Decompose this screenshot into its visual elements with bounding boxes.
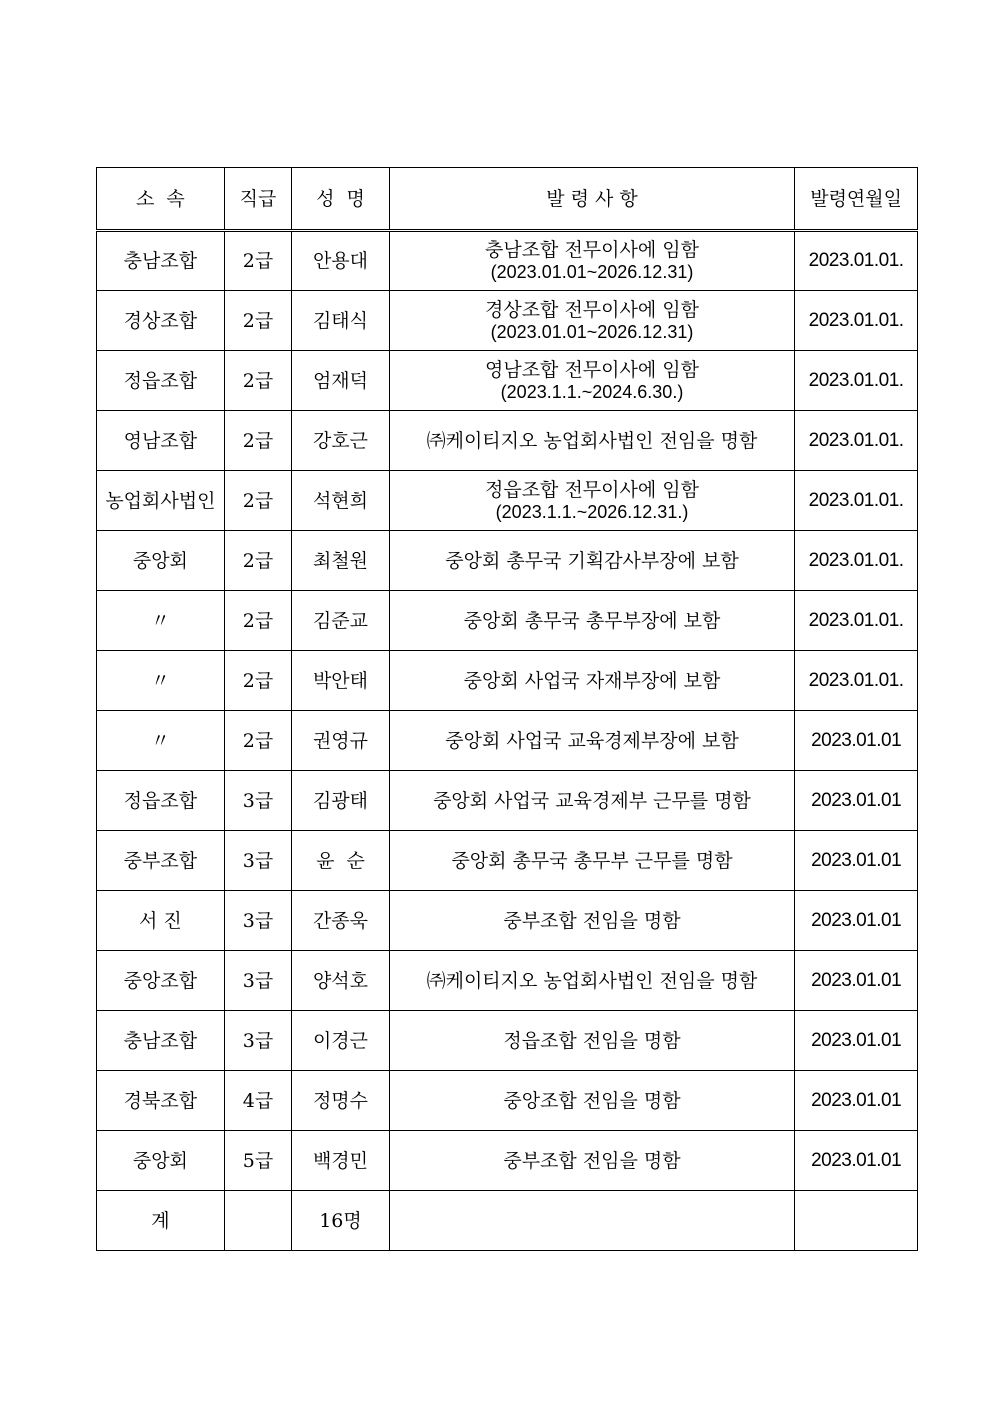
total-label: 계 [97, 1191, 225, 1251]
cell-affiliation: 중앙조합 [97, 951, 225, 1011]
cell-name: 김준교 [292, 591, 390, 651]
cell-affiliation: 중앙회 [97, 1131, 225, 1191]
total-order [389, 1191, 794, 1251]
cell-grade: 3급 [224, 951, 291, 1011]
table-row [97, 1011, 918, 1071]
cell-date: 2023.01.01. [795, 651, 918, 711]
cell-grade: 2급 [224, 591, 291, 651]
order-text: 중앙회 총무국 기획감사부장에 보함 [445, 549, 739, 572]
header-name: 성 명 [292, 168, 390, 231]
cell-name: 석현희 [292, 471, 390, 531]
cell-affiliation: 중부조합 [97, 831, 225, 891]
cell-date: 2023.01.01 [795, 891, 918, 951]
cell-order [389, 651, 794, 711]
cell-name: 안용대 [292, 231, 390, 291]
table-header [97, 168, 918, 231]
cell-grade: 2급 [224, 231, 291, 291]
table-row [97, 471, 918, 531]
table-body [97, 231, 918, 1191]
table-row [97, 1071, 918, 1131]
table-row [97, 771, 918, 831]
order-text: 중앙회 총무국 총무부장에 보함 [463, 609, 721, 632]
cell-name: 엄재덕 [292, 351, 390, 411]
cell-affiliation: 농업회사법인 [97, 471, 225, 531]
cell-grade: 3급 [224, 1011, 291, 1071]
table-row [97, 531, 918, 591]
table-row [97, 591, 918, 651]
cell-name: 이경근 [292, 1011, 390, 1071]
cell-name: 양석호 [292, 951, 390, 1011]
table-row [97, 231, 918, 291]
cell-date: 2023.01.01 [795, 951, 918, 1011]
cell-grade: 2급 [224, 291, 291, 351]
table-row [97, 351, 918, 411]
total-row [97, 1191, 918, 1251]
cell-grade: 2급 [224, 471, 291, 531]
cell-affiliation: 충남조합 [97, 1011, 225, 1071]
cell-name: 윤 순 [292, 831, 390, 891]
cell-order [389, 531, 794, 591]
cell-order [389, 771, 794, 831]
total-grade [224, 1191, 291, 1251]
cell-name: 백경민 [292, 1131, 390, 1191]
order-term: (2023.01.01~2026.12.31) [490, 321, 694, 342]
cell-affiliation: 경상조합 [97, 291, 225, 351]
header-order: 발 령 사 항 [389, 168, 794, 231]
total-date [795, 1191, 918, 1251]
cell-order [389, 411, 794, 471]
cell-grade: 2급 [224, 411, 291, 471]
order-text: ㈜케이티지오 농업회사법인 전임을 명함 [426, 429, 758, 452]
order-text: 충남조합 전무이사에 임함 [485, 239, 699, 261]
order-text: 중앙회 총무국 총무부 근무를 명함 [451, 849, 733, 872]
cell-date: 2023.01.01 [795, 1131, 918, 1191]
cell-name: 최철원 [292, 531, 390, 591]
order-text: 경상조합 전무이사에 임함 [485, 298, 699, 321]
order-term: (2023.1.1.~2024.6.30.) [500, 381, 684, 402]
cell-grade: 2급 [224, 531, 291, 591]
cell-name: 권영규 [292, 711, 390, 771]
order-text: 중앙회 사업국 자재부장에 보함 [463, 669, 721, 692]
cell-affiliation: 영남조합 [97, 411, 225, 471]
cell-grade: 3급 [224, 891, 291, 951]
cell-grade: 3급 [224, 831, 291, 891]
cell-date: 2023.01.01. [795, 231, 918, 291]
header-grade: 직급 [224, 168, 291, 231]
cell-name: 김태식 [292, 291, 390, 351]
cell-order [389, 591, 794, 651]
cell-affiliation: 충남조합 [97, 231, 225, 291]
cell-date: 2023.01.01. [795, 411, 918, 471]
cell-grade: 5급 [224, 1131, 291, 1191]
cell-name: 간종욱 [292, 891, 390, 951]
cell-order [389, 951, 794, 1011]
header-affiliation: 소 속 [97, 168, 225, 231]
cell-grade: 4급 [224, 1071, 291, 1131]
order-term: (2023.01.01~2026.12.31) [490, 262, 694, 282]
cell-affiliation: 정읍조합 [97, 771, 225, 831]
table-row [97, 711, 918, 771]
cell-order [389, 471, 794, 531]
order-text: 중부조합 전임을 명함 [503, 1149, 681, 1172]
order-text: 중앙회 사업국 교육경제부 근무를 명함 [433, 789, 751, 812]
cell-date: 2023.01.01. [795, 471, 918, 531]
cell-grade: 2급 [224, 351, 291, 411]
cell-affiliation: 〃 [97, 651, 225, 711]
cell-date: 2023.01.01. [795, 291, 918, 351]
cell-order [389, 711, 794, 771]
cell-name: 김광태 [292, 771, 390, 831]
cell-affiliation: 서 진 [97, 891, 225, 951]
order-text: 중앙조합 전임을 명함 [503, 1089, 681, 1112]
cell-date: 2023.01.01 [795, 831, 918, 891]
cell-order [389, 831, 794, 891]
cell-order [389, 1131, 794, 1191]
order-text: 중부조합 전임을 명함 [503, 909, 681, 932]
cell-name: 정명수 [292, 1071, 390, 1131]
personnel-order-table [96, 167, 918, 1251]
cell-grade: 3급 [224, 771, 291, 831]
cell-affiliation: 중앙회 [97, 531, 225, 591]
cell-date: 2023.01.01. [795, 351, 918, 411]
order-text: ㈜케이티지오 농업회사법인 전임을 명함 [426, 969, 758, 992]
cell-date: 2023.01.01 [795, 1011, 918, 1071]
cell-date: 2023.01.01 [795, 1071, 918, 1131]
table-row [97, 891, 918, 951]
cell-affiliation: 〃 [97, 711, 225, 771]
cell-order [389, 351, 794, 411]
cell-grade: 2급 [224, 711, 291, 771]
table-row [97, 651, 918, 711]
cell-date: 2023.01.01 [795, 711, 918, 771]
total-count: 16명 [292, 1191, 390, 1251]
cell-name: 박안태 [292, 651, 390, 711]
order-term: (2023.1.1.~2026.12.31.) [495, 501, 689, 522]
cell-affiliation: 〃 [97, 591, 225, 651]
cell-order [389, 891, 794, 951]
cell-grade: 2급 [224, 651, 291, 711]
table-footer [97, 1191, 918, 1251]
cell-affiliation: 경북조합 [97, 1071, 225, 1131]
cell-order [389, 291, 794, 351]
order-text: 영남조합 전무이사에 임함 [485, 358, 699, 381]
cell-date: 2023.01.01 [795, 771, 918, 831]
table-row [97, 831, 918, 891]
cell-order [389, 1011, 794, 1071]
cell-date: 2023.01.01. [795, 531, 918, 591]
cell-name: 강호근 [292, 411, 390, 471]
header-row [97, 168, 918, 231]
cell-order [389, 1071, 794, 1131]
order-text: 정읍조합 전무이사에 임함 [485, 478, 699, 501]
header-date: 발령연월일 [795, 168, 918, 231]
table-row [97, 291, 918, 351]
table-row [97, 1131, 918, 1191]
table-row [97, 951, 918, 1011]
table-row [97, 411, 918, 471]
cell-date: 2023.01.01. [795, 591, 918, 651]
order-text: 정읍조합 전임을 명함 [503, 1029, 681, 1052]
cell-order [389, 231, 794, 291]
order-text: 중앙회 사업국 교육경제부장에 보함 [445, 729, 739, 752]
cell-affiliation: 정읍조합 [97, 351, 225, 411]
